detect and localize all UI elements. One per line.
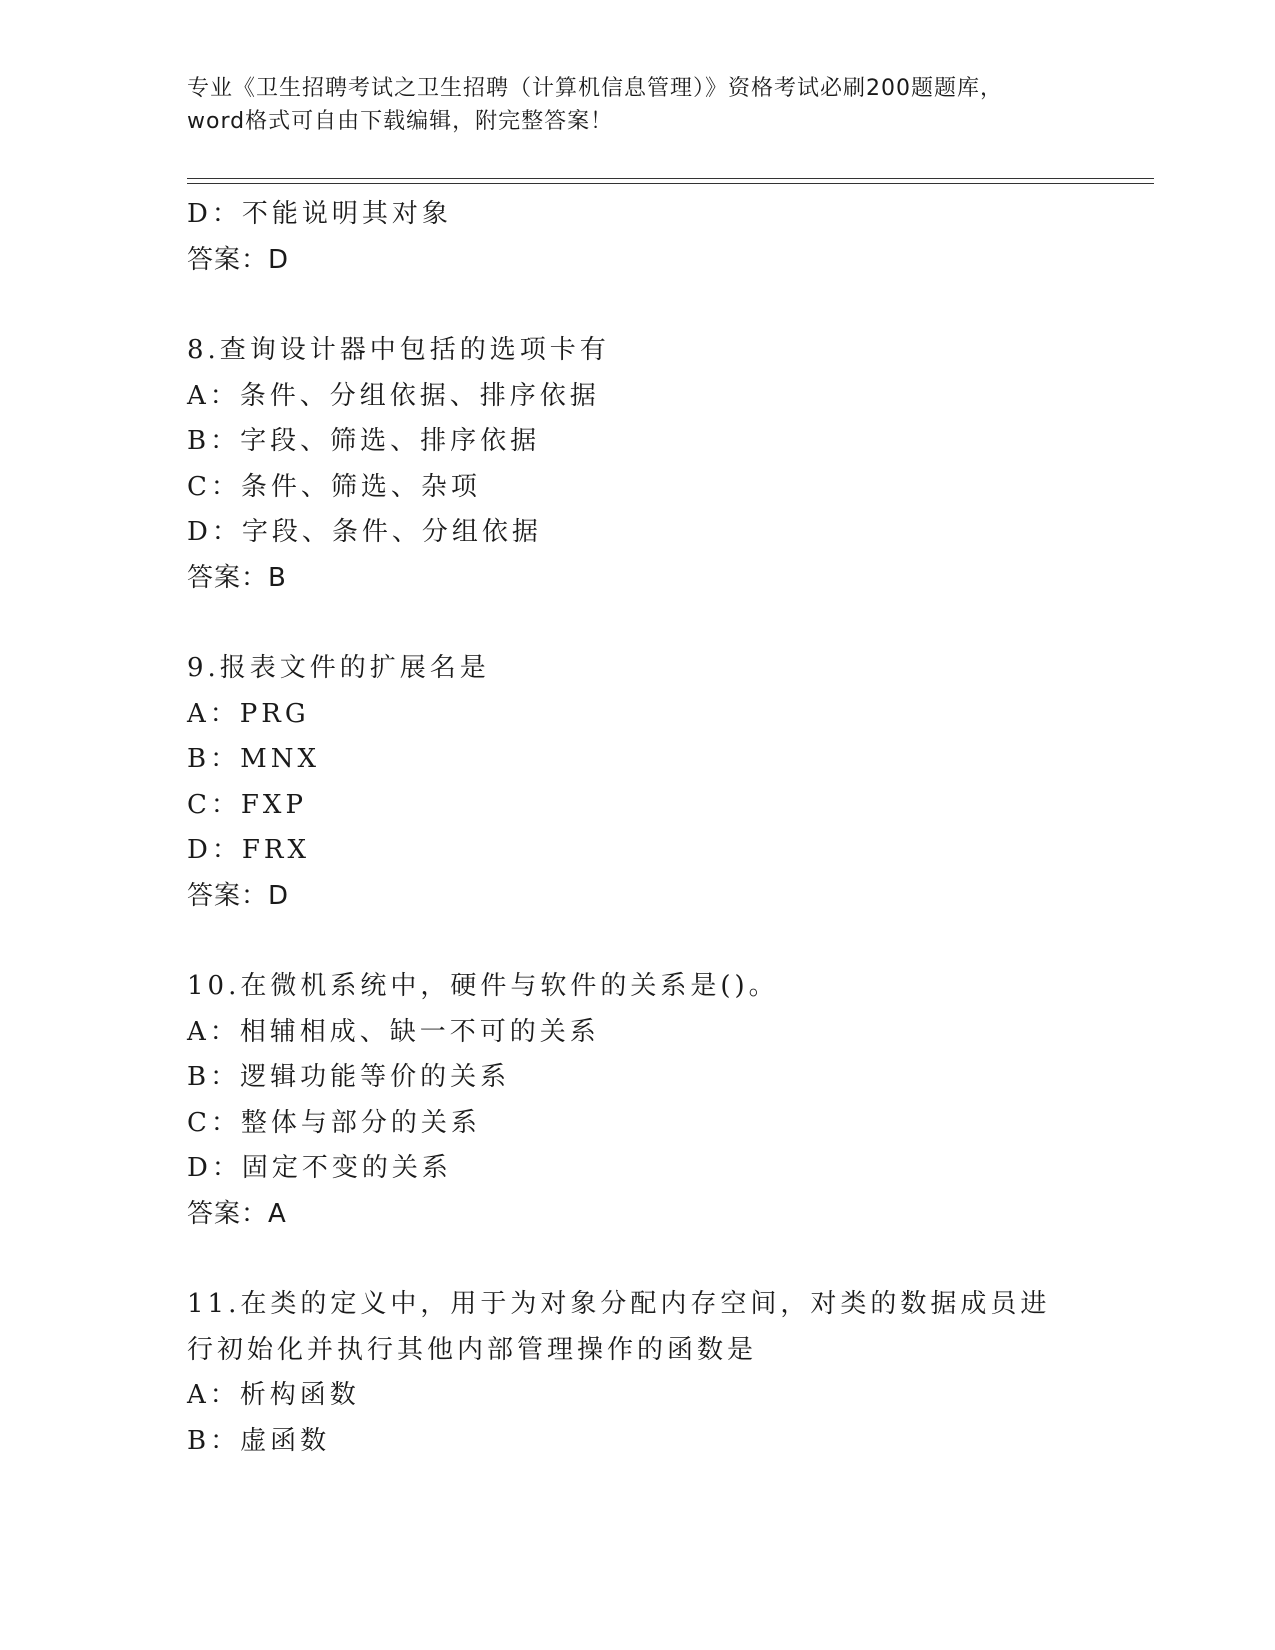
option-a: A：析构函数 bbox=[187, 1380, 360, 1410]
header-line-1: 专业《卫生招聘考试之卫生招聘（计算机信息管理）》资格考试必刷200题题库， bbox=[187, 76, 1003, 101]
option-c: C：条件、筛选、杂项 bbox=[187, 471, 481, 502]
question-stem: 10.在微机系统中，硬件与软件的关系是()。 bbox=[187, 971, 779, 1001]
option-b: B：字段、筛选、排序依据 bbox=[187, 426, 541, 456]
spacer bbox=[187, 919, 1087, 964]
header-divider-top bbox=[187, 178, 1154, 179]
option-c: C：整体与部分的关系 bbox=[187, 1107, 481, 1138]
spacer bbox=[187, 1237, 1087, 1282]
question-stem: 8.查询设计器中包括的选项卡有 bbox=[187, 335, 610, 365]
header-line-2: word格式可自由下载编辑，附完整答案！ bbox=[187, 109, 614, 134]
header-divider-bottom bbox=[187, 183, 1154, 184]
question-11 bbox=[187, 1282, 1087, 1464]
spacer bbox=[187, 283, 1087, 328]
spacer bbox=[187, 601, 1087, 646]
option-d: D：FRX bbox=[187, 835, 310, 865]
option-a: A：相辅相成、缺一不可的关系 bbox=[187, 1016, 600, 1047]
option-a: A：条件、分组依据、排序依据 bbox=[187, 380, 600, 411]
option-c: C：FXP bbox=[187, 789, 307, 820]
option-a: A：PRG bbox=[187, 698, 310, 729]
question-9 bbox=[187, 646, 1087, 919]
question-list bbox=[187, 192, 1087, 1464]
option-d: D：固定不变的关系 bbox=[187, 1153, 452, 1183]
option-b: B：MNX bbox=[187, 744, 320, 774]
answer: 答案：A bbox=[187, 1198, 287, 1229]
question-8 bbox=[187, 328, 1087, 601]
answer: 答案：B bbox=[187, 562, 287, 593]
document-header bbox=[187, 72, 1087, 138]
option-d: D：字段、条件、分组依据 bbox=[187, 517, 542, 547]
carryover-answer: 答案：D bbox=[187, 244, 290, 275]
question-10 bbox=[187, 964, 1087, 1237]
question-stem: 11.在类的定义中，用于为对象分配内存空间，对类的数据成员进行初始化并执行其他内部管理操作的函数是 bbox=[187, 1289, 1051, 1365]
question-stem: 9.报表文件的扩展名是 bbox=[187, 653, 490, 683]
carryover-option-d: D：不能说明其对象 bbox=[187, 199, 452, 229]
option-b: B：逻辑功能等价的关系 bbox=[187, 1062, 511, 1092]
answer: 答案：D bbox=[187, 880, 290, 911]
option-b: B：虚函数 bbox=[187, 1425, 331, 1456]
